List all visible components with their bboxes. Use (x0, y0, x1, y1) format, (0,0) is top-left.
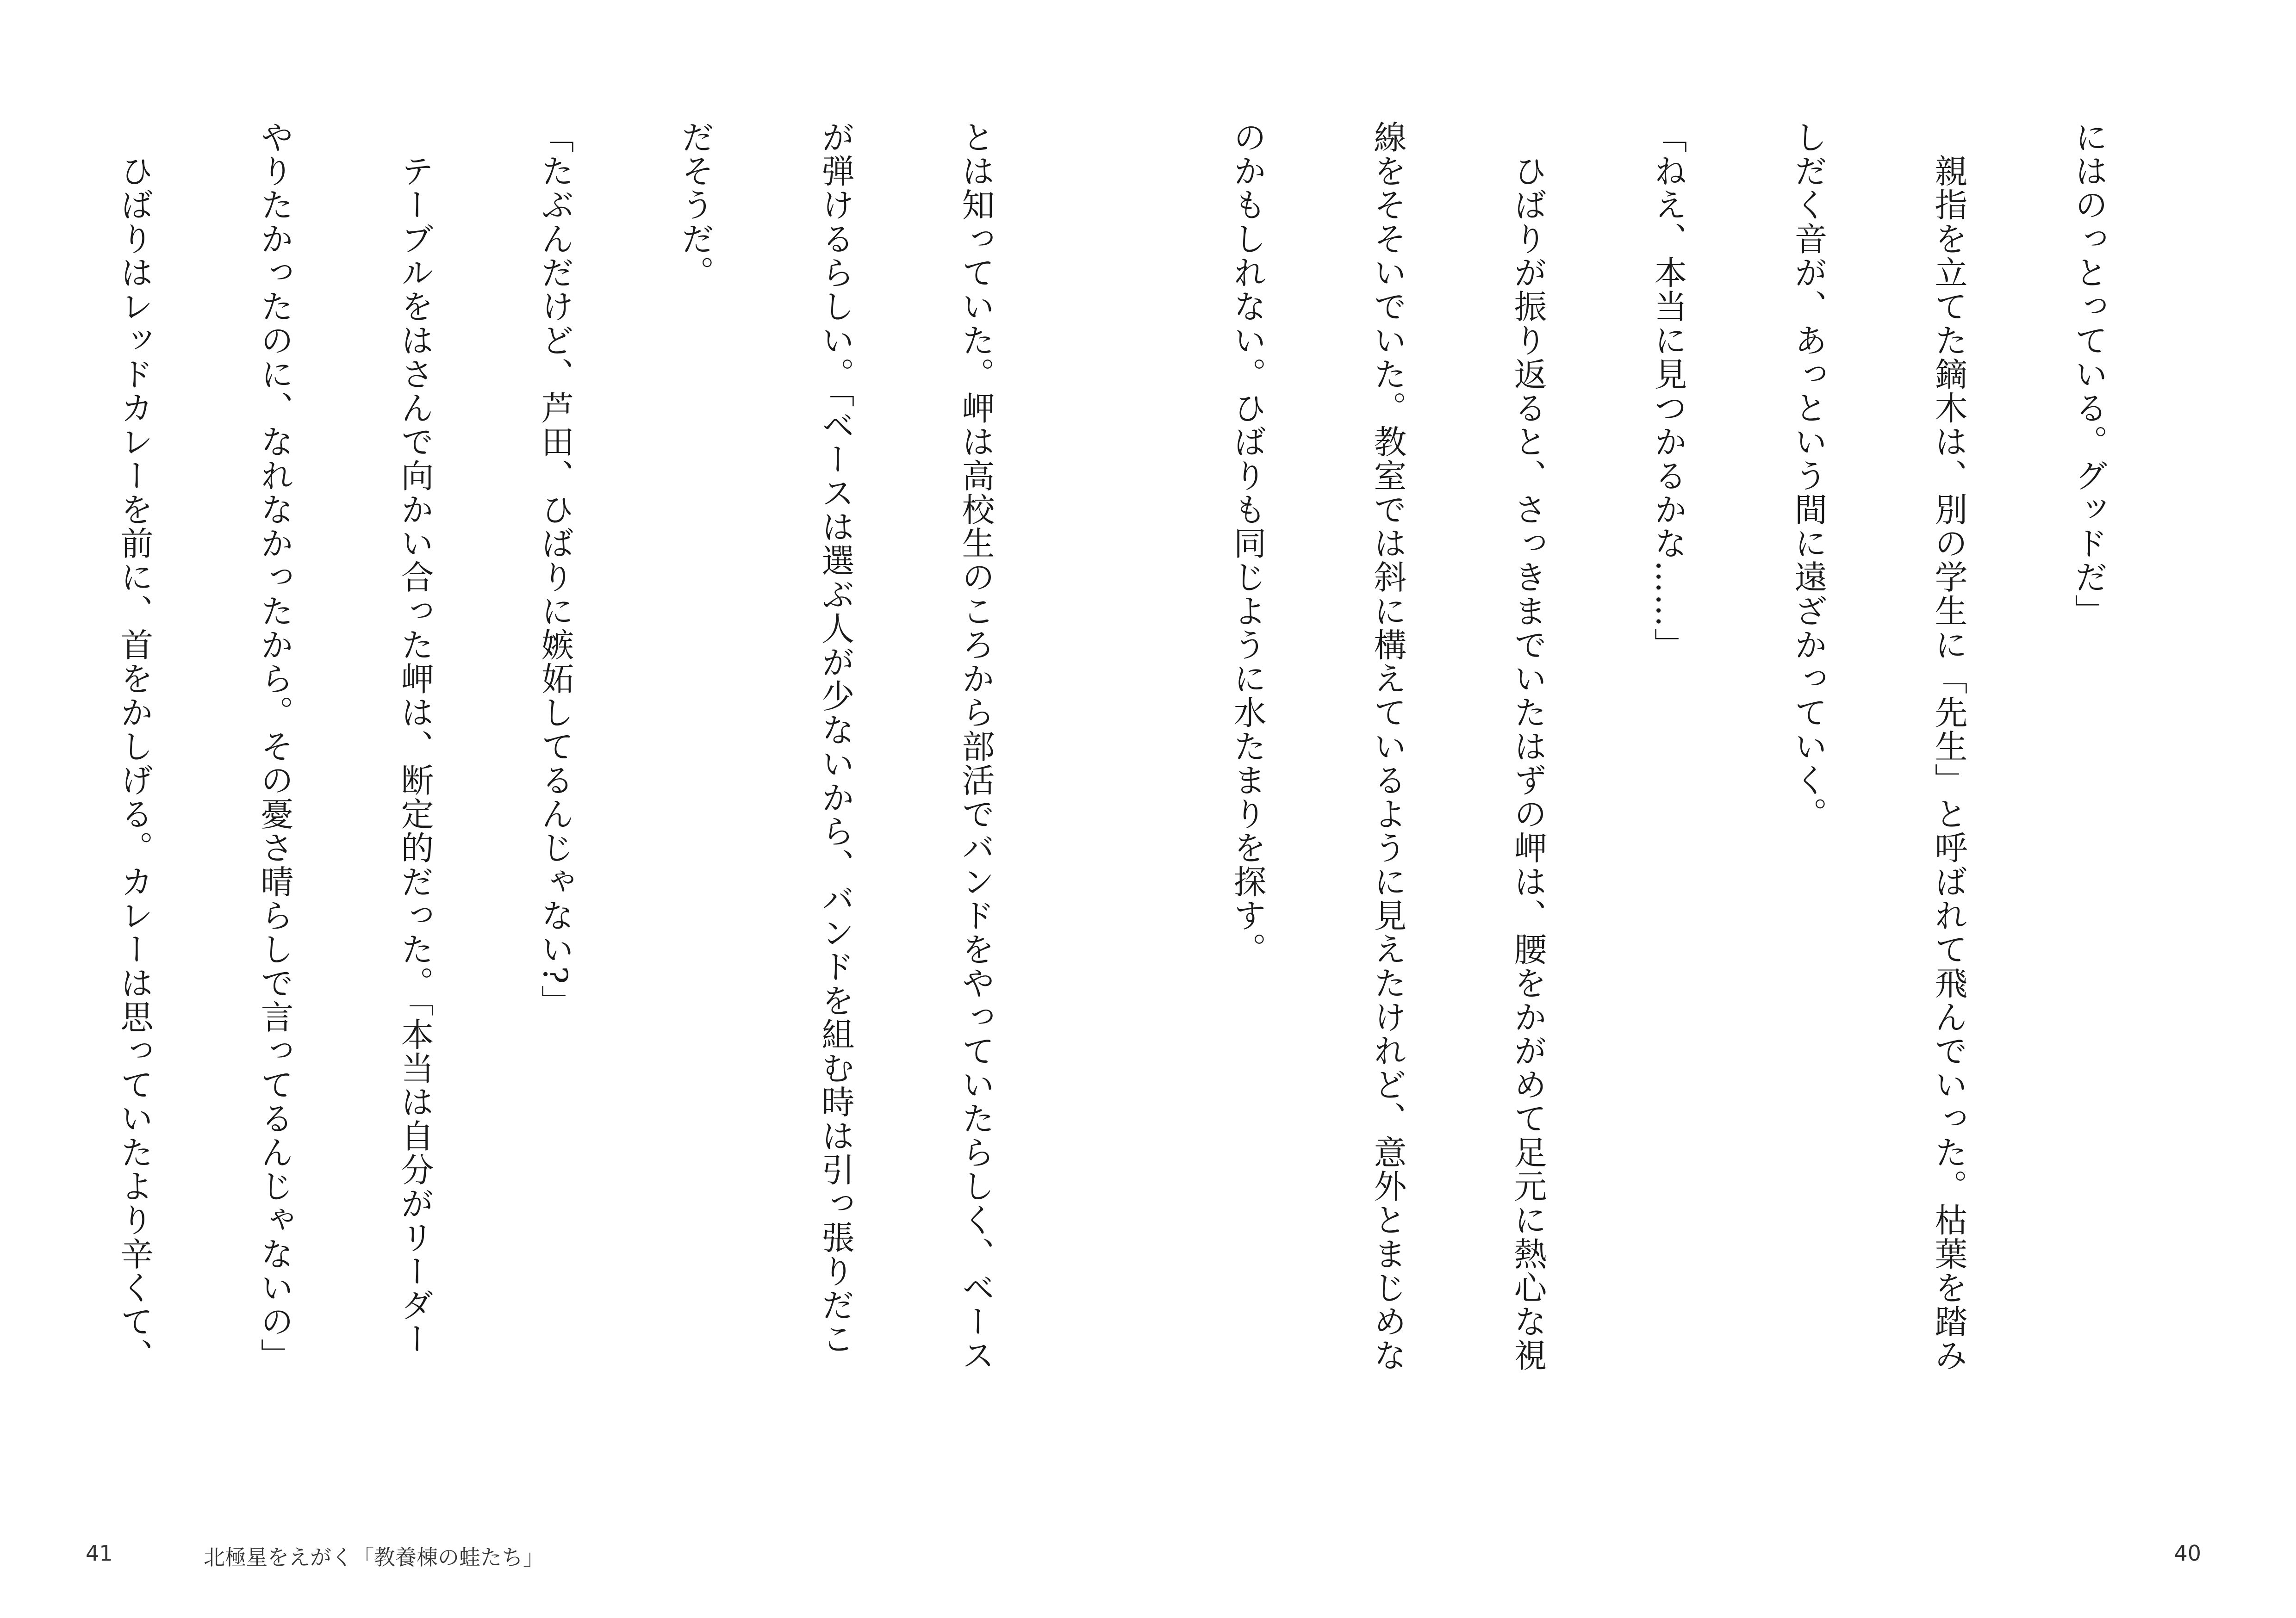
text-line: 線をそそいでいた。教室では斜に構えているように見えたけれど、意外とまじめな (1369, 120, 1407, 1372)
text-line: しだく音が、あっという間に遠ざかっていく。 (1789, 120, 1828, 831)
right-page-body-text (1206, 120, 2206, 1518)
text-line: やりたかったのに、なれなかったから。その憂さ晴らしで言ってるんじゃないの」 (255, 120, 294, 1372)
text-line: のかもしれない。ひばりも同じように水たまりを探す。 (1228, 120, 1267, 967)
text-line: ひばりはレッドカレーを前に、首をかしげる。カレーは思っていたより辛くて、 (115, 120, 154, 1372)
text-line: にはのっとっている。グッドだ」 (2070, 120, 2108, 628)
running-head: 北極星をえがく「教養棟の蛙たち」 (204, 1545, 544, 1570)
text-line: テーブルをはさんで向かい合った岬は、断定的だった。「本当は自分がリーダー (396, 120, 434, 1356)
text-line: だそうだ。 (676, 120, 715, 290)
text-line: が弾けるらしい。「ベースは選ぶ人が少ないから、バンドを組む時は引っ張りだこ (816, 120, 855, 1356)
text-line: 親指を立てた鏑木は、別の学生に「先生」と呼ばれて飛んでいった。枯葉を踏み (1929, 120, 1968, 1372)
text-line: ひばりが振り返ると、さっきまでいたはずの岬は、腰をかがめて足元に熱心な視 (1509, 120, 1547, 1372)
text-line: 「ねえ、本当に見つかるかな……」 (1649, 120, 1687, 662)
left-page-body-text (19, 120, 1093, 1518)
text-line: とは知っていた。岬は高校生のころから部活でバンドをやっていたらしく、ベース (957, 120, 995, 1372)
text-line: 「たぶんだけど、芦田、ひばりに嫉妬してるんじゃない?」 (536, 120, 574, 1019)
right-page-number: 40 (2174, 1541, 2201, 1566)
left-page-number: 41 (86, 1541, 113, 1566)
